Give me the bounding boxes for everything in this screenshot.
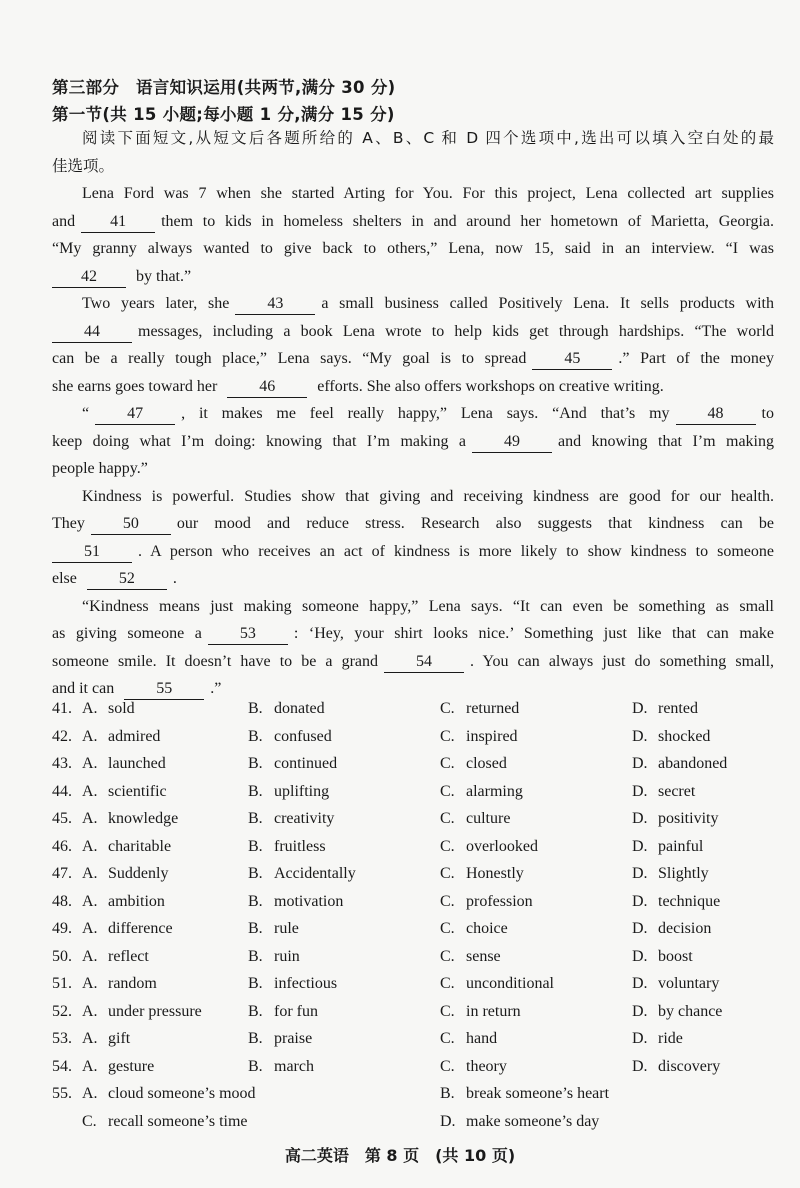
- option-c: [440, 915, 508, 943]
- option-letter: A.: [82, 1002, 98, 1020]
- option-d: [632, 695, 698, 723]
- option-text: secret: [658, 782, 696, 800]
- passage-line: someone smile. It doesn’t have to be a grand 54 . You can always just do something small,: [52, 648, 774, 676]
- blank-42: 42: [52, 267, 126, 288]
- question-number: 52.: [52, 1002, 72, 1020]
- option-text: closed: [466, 755, 507, 772]
- option-letter: B.: [248, 1057, 263, 1075]
- option-text: positivity: [658, 810, 719, 827]
- option-a: [82, 915, 173, 943]
- option-b: [248, 778, 329, 806]
- option-a: [82, 998, 202, 1026]
- option-a: [82, 723, 160, 751]
- option-c: [440, 888, 533, 916]
- option-letter: B.: [248, 700, 263, 717]
- option-a: [82, 750, 166, 778]
- option-text: reflect: [108, 947, 149, 965]
- option-text: overlooked: [466, 837, 538, 855]
- passage-line: They 50 our mood and reduce stress. Research also suggests that kindness can be: [52, 510, 774, 538]
- option-letter: A.: [82, 865, 98, 882]
- option-b: [248, 750, 337, 778]
- option-d: [632, 915, 711, 943]
- option-text: break someone’s heart: [466, 1085, 610, 1102]
- option-letter: C.: [440, 1057, 455, 1075]
- question-number: 44.: [52, 782, 72, 800]
- option-letter: A.: [82, 1057, 98, 1075]
- option-letter: A.: [82, 975, 98, 992]
- option-letter: C.: [440, 782, 455, 800]
- question-number: 51.: [52, 975, 72, 992]
- option-b: [248, 943, 300, 971]
- option-letter: A.: [82, 755, 98, 772]
- option-letter: D.: [632, 1030, 648, 1047]
- option-text: unconditional: [466, 975, 554, 992]
- option-letter: D.: [632, 782, 648, 800]
- option-text: Suddenly: [108, 865, 169, 882]
- option-letter: C.: [440, 1002, 455, 1020]
- option-text: painful: [658, 837, 704, 855]
- question-row: [52, 1108, 782, 1136]
- blank-53: 53: [208, 624, 288, 645]
- option-letter: C.: [82, 1112, 97, 1130]
- option-text: sold: [108, 700, 135, 717]
- option-letter: A.: [82, 727, 98, 745]
- blank-48: 48: [676, 404, 756, 425]
- option-letter: D.: [632, 865, 648, 882]
- option-letter: C.: [440, 947, 455, 965]
- option-text: voluntary: [658, 975, 720, 992]
- option-letter: A.: [82, 810, 98, 827]
- option-text: ride: [658, 1030, 683, 1047]
- question-row: [52, 695, 782, 723]
- option-text: confused: [274, 727, 332, 745]
- option-letter: C.: [440, 837, 455, 855]
- option-letter: D.: [632, 920, 648, 937]
- option-letter: A.: [82, 947, 98, 965]
- option-b: [248, 833, 326, 861]
- option-letter: B.: [248, 892, 263, 910]
- question-row: [52, 1053, 782, 1081]
- option-letter: A.: [82, 1030, 98, 1047]
- blank-50: 50: [91, 514, 171, 535]
- option-d: [632, 1053, 720, 1081]
- passage-line: people happy.”: [52, 460, 148, 477]
- option-letter: B.: [440, 1085, 455, 1102]
- option-text: launched: [108, 755, 166, 772]
- option-text: fruitless: [274, 837, 326, 855]
- option-text: motivation: [274, 892, 344, 910]
- question-row: [52, 943, 782, 971]
- passage-line: keep doing what I’m doing: knowing that I’m making a 49 and knowing that I’m making: [52, 428, 774, 456]
- option-text: uplifting: [274, 782, 330, 800]
- question-number: 43.: [52, 755, 72, 772]
- option-text: random: [108, 975, 157, 992]
- passage-line: and it can 55 .”: [52, 675, 774, 703]
- question-number: 45.: [52, 810, 72, 827]
- option-letter: A.: [82, 920, 98, 937]
- option-letter: C.: [440, 865, 455, 882]
- option-text: shocked: [658, 727, 711, 745]
- option-letter: D.: [632, 810, 648, 827]
- option-b: [248, 888, 343, 916]
- option-c: [440, 778, 523, 806]
- option-letter: B.: [248, 782, 263, 800]
- option-letter: B.: [248, 1002, 263, 1020]
- passage-line: “My granny always wanted to give back to others,” Lena, now 15, said in an interview. “I was: [52, 240, 774, 257]
- option-c: [440, 1053, 507, 1081]
- option-text: hand: [466, 1030, 498, 1047]
- option-text: ruin: [274, 947, 300, 965]
- question-row: [52, 888, 782, 916]
- option-text: technique: [658, 892, 721, 910]
- option-b: [248, 723, 332, 751]
- option-letter: D.: [632, 727, 648, 745]
- option-d: [632, 723, 710, 751]
- option-text: make someone’s day: [466, 1112, 600, 1130]
- option-text: for fun: [274, 1002, 318, 1020]
- blank-41: 41: [81, 212, 155, 233]
- option-text: infectious: [274, 975, 338, 992]
- question-row: [52, 805, 782, 833]
- option-text: Honestly: [466, 865, 524, 882]
- option-letter: A.: [82, 700, 98, 717]
- blank-55: 55: [124, 679, 204, 700]
- option-b: [248, 915, 299, 943]
- option-a: [82, 860, 168, 888]
- passage-line: 42 by that.”: [52, 263, 774, 291]
- passage-line: Kindness is powerful. Studies show that giving and receiving kindness are good for our health.: [82, 487, 774, 505]
- option-letter: B.: [248, 1030, 263, 1047]
- option-a: [82, 1025, 130, 1053]
- instruction-line: 佳选项。: [52, 156, 115, 175]
- question-number: 54.: [52, 1057, 72, 1075]
- option-letter: B.: [248, 975, 263, 992]
- option-d: [632, 805, 718, 833]
- option-d: [440, 1108, 599, 1136]
- option-a: [82, 888, 165, 916]
- option-text: returned: [466, 700, 520, 717]
- passage-line: Lena Ford was 7 when she started Arting for You. For this project, Lena collected art supplies: [82, 185, 774, 202]
- option-letter: D.: [632, 892, 648, 910]
- option-a: [82, 805, 178, 833]
- option-text: alarming: [466, 782, 523, 800]
- option-c: [440, 750, 507, 778]
- option-d: [632, 970, 719, 998]
- option-text: theory: [466, 1057, 507, 1075]
- blank-47: 47: [95, 404, 175, 425]
- option-text: decision: [658, 920, 712, 937]
- passage-line: 44 messages, including a book Lena wrote to help kids get through hardships. “The world: [52, 318, 774, 346]
- question-row: [52, 998, 782, 1026]
- blank-43: 43: [235, 294, 315, 315]
- question-row: [52, 723, 782, 751]
- option-b: [248, 1025, 312, 1053]
- option-text: discovery: [658, 1057, 721, 1075]
- passage-line: Two years later, she 43 a small business called Positively Lena. It sells products with: [52, 290, 774, 318]
- option-letter: B.: [248, 810, 263, 827]
- option-text: inspired: [466, 727, 518, 745]
- passage-line: else 52 .: [52, 565, 774, 593]
- question-number: 55.: [52, 1085, 72, 1102]
- option-letter: A.: [82, 782, 98, 800]
- option-c: [440, 998, 521, 1026]
- option-b: [248, 970, 337, 998]
- option-letter: B.: [248, 920, 263, 937]
- option-a: [82, 1080, 256, 1108]
- option-text: Accidentally: [274, 865, 356, 882]
- question-row: [52, 833, 782, 861]
- option-letter: C.: [440, 755, 455, 772]
- blank-54: 54: [384, 652, 464, 673]
- question-number: 47.: [52, 865, 72, 882]
- option-letter: A.: [82, 837, 98, 855]
- option-letter: B.: [248, 755, 263, 772]
- question-number: 49.: [52, 920, 72, 937]
- option-text: knowledge: [108, 810, 179, 827]
- option-b: [248, 805, 334, 833]
- option-letter: C.: [440, 810, 455, 827]
- option-c: [440, 695, 519, 723]
- option-letter: D.: [632, 947, 648, 965]
- option-d: [632, 998, 722, 1026]
- answer-options: [52, 695, 782, 1135]
- option-text: sense: [466, 947, 501, 965]
- option-c: [440, 970, 554, 998]
- page-footer: 高二英语 第 8 页 (共 10 页): [284, 1146, 516, 1165]
- blank-52: 52: [87, 569, 167, 590]
- option-text: creativity: [274, 810, 335, 827]
- option-c: [440, 943, 501, 971]
- option-d: [632, 943, 693, 971]
- option-c: [82, 1108, 248, 1136]
- option-a: [82, 943, 149, 971]
- option-a: [82, 695, 135, 723]
- option-text: gift: [108, 1030, 131, 1047]
- passage-line: can be a really tough place,” Lena says. “My goal is to spread 45 .” Part of the money: [52, 345, 774, 373]
- option-c: [440, 860, 524, 888]
- option-text: march: [274, 1057, 314, 1075]
- question-row: [52, 860, 782, 888]
- option-b: [248, 695, 325, 723]
- option-letter: B.: [248, 727, 263, 745]
- option-d: [632, 888, 720, 916]
- passage-line: as giving someone a 53 : ‘Hey, your shirt looks nice.’ Something just like that can make: [52, 620, 774, 648]
- passage-line: “ 47 , it makes me feel really happy,” Lena says. “And that’s my 48 to: [52, 400, 774, 428]
- option-text: by chance: [658, 1002, 723, 1020]
- option-text: praise: [274, 1030, 313, 1047]
- option-text: rented: [658, 700, 698, 717]
- option-letter: C.: [440, 1030, 455, 1047]
- question-row: [52, 1025, 782, 1053]
- option-letter: D.: [632, 837, 648, 855]
- passage-line: “Kindness means just making someone happy,” Lena says. “It can even be something as small: [82, 597, 774, 615]
- option-letter: A.: [82, 892, 98, 910]
- option-a: [82, 1053, 154, 1081]
- option-text: rule: [274, 920, 299, 937]
- instruction-line: 阅读下面短文,从短文后各题所给的 A、B、C 和 D 四个选项中,选出可以填入空白处的最: [82, 129, 774, 147]
- question-number: 48.: [52, 892, 72, 910]
- blank-51: 51: [52, 542, 132, 563]
- option-text: profession: [466, 892, 533, 910]
- option-letter: D.: [440, 1112, 456, 1130]
- blank-44: 44: [52, 322, 132, 343]
- question-row: [52, 915, 782, 943]
- option-letter: C.: [440, 700, 455, 717]
- option-letter: D.: [632, 1002, 648, 1020]
- reading-passage: [52, 125, 774, 703]
- part-title: 第三部分 语言知识运用(共两节,满分 30 分): [52, 78, 396, 97]
- option-letter: D.: [632, 975, 648, 992]
- section-title: 第一节(共 15 小题;每小题 1 分,满分 15 分): [52, 105, 395, 124]
- option-c: [440, 1025, 497, 1053]
- option-c: [440, 833, 538, 861]
- option-b: [440, 1080, 609, 1108]
- option-b: [248, 998, 318, 1026]
- option-letter: C.: [440, 920, 455, 937]
- option-text: boost: [658, 947, 693, 965]
- option-text: choice: [466, 920, 508, 937]
- option-text: admired: [108, 727, 161, 745]
- option-letter: D.: [632, 700, 648, 717]
- option-text: difference: [108, 920, 173, 937]
- option-a: [82, 778, 167, 806]
- option-text: cloud someone’s mood: [108, 1085, 256, 1102]
- option-d: [632, 860, 709, 888]
- option-text: donated: [274, 700, 325, 717]
- option-text: culture: [466, 810, 511, 827]
- blank-49: 49: [472, 432, 552, 453]
- question-row: [52, 970, 782, 998]
- option-letter: B.: [248, 837, 263, 855]
- option-text: ambition: [108, 892, 165, 910]
- question-row: [52, 1080, 782, 1108]
- option-text: continued: [274, 755, 338, 772]
- option-letter: C.: [440, 975, 455, 992]
- option-text: recall someone’s time: [108, 1112, 248, 1130]
- option-a: [82, 833, 171, 861]
- question-number: 53.: [52, 1030, 72, 1047]
- option-b: [248, 860, 356, 888]
- option-text: gesture: [108, 1057, 155, 1075]
- question-number: 46.: [52, 837, 72, 855]
- blank-45: 45: [532, 349, 612, 370]
- option-text: under pressure: [108, 1002, 202, 1020]
- option-letter: A.: [82, 1085, 98, 1102]
- option-text: Slightly: [658, 865, 709, 882]
- option-text: abandoned: [658, 755, 728, 772]
- question-number: 41.: [52, 700, 72, 717]
- option-d: [632, 833, 703, 861]
- option-letter: D.: [632, 1057, 648, 1075]
- option-c: [440, 805, 510, 833]
- blank-46: 46: [227, 377, 307, 398]
- passage-line: she earns goes toward her 46 efforts. She also offers workshops on creative writing.: [52, 373, 774, 401]
- option-letter: C.: [440, 892, 455, 910]
- question-number: 50.: [52, 947, 72, 965]
- option-text: in return: [466, 1002, 521, 1020]
- question-row: [52, 778, 782, 806]
- option-letter: B.: [248, 865, 263, 882]
- question-number: 42.: [52, 727, 72, 745]
- option-c: [440, 723, 518, 751]
- option-d: [632, 750, 727, 778]
- question-row: [52, 750, 782, 778]
- option-d: [632, 1025, 683, 1053]
- option-b: [248, 1053, 314, 1081]
- option-d: [632, 778, 695, 806]
- option-a: [82, 970, 157, 998]
- passage-line: 51 . A person who receives an act of kindness is more likely to show kindness to someone: [52, 538, 774, 566]
- option-letter: C.: [440, 727, 455, 745]
- option-letter: B.: [248, 947, 263, 965]
- option-letter: D.: [632, 755, 648, 772]
- option-text: charitable: [108, 837, 172, 855]
- passage-line: and 41 them to kids in homeless shelters in and around her hometown of Marietta, Georgia.: [52, 208, 774, 236]
- option-text: scientific: [108, 782, 167, 800]
